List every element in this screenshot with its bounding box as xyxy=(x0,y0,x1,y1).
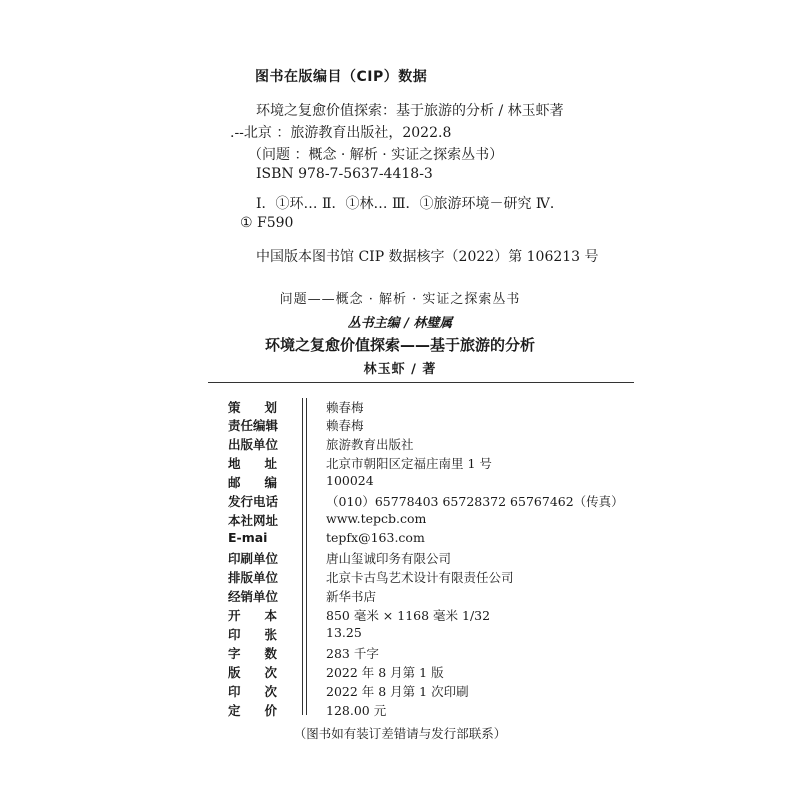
info-label: 定价 xyxy=(228,703,302,718)
info-value: 283 千字 xyxy=(326,646,379,661)
info-value: 128.00 元 xyxy=(326,703,387,718)
info-row-address xyxy=(228,454,648,472)
info-value: 850 毫米 × 1168 毫米 1/32 xyxy=(326,608,491,623)
info-label: 责任编辑 xyxy=(228,418,279,433)
info-row-printer xyxy=(228,549,648,567)
info-value: 100024 xyxy=(326,473,374,488)
info-row-edition xyxy=(228,663,648,681)
cip-line-title-author: 环境之复愈价值探索：基于旅游的分析 / 林玉虾著 xyxy=(256,103,564,119)
series-editor: 丛书主编 / 林璧属 xyxy=(347,316,453,331)
info-value: 北京市朝阳区定福庄南里 1 号 xyxy=(326,456,492,471)
info-value: 新华书店 xyxy=(326,589,377,604)
info-value: www.tepcb.com xyxy=(326,511,427,526)
info-label: 印次 xyxy=(228,684,302,699)
footer-note: （图书如有装订差错请与发行部联系） xyxy=(293,726,507,741)
cip-line-classification-code: ① F590 xyxy=(240,215,294,231)
info-row-printing xyxy=(228,682,648,700)
info-row-distributor xyxy=(228,587,648,605)
cip-line-publisher: .--北京 ：旅游教育出版社，2022.8 xyxy=(230,125,452,141)
cip-line-series: （问题 ：概念 · 解析 · 实证之探索丛书） xyxy=(248,147,504,163)
info-row-phone xyxy=(228,492,648,510)
info-label: E-mai xyxy=(228,530,268,545)
cip-line-classification: Ⅰ．①环… Ⅱ．①林… Ⅲ．①旅游环境－研究 Ⅳ． xyxy=(256,196,564,212)
series-name: 问题——概念 · 解析 · 实证之探索丛书 xyxy=(279,292,521,307)
info-label: 地址 xyxy=(228,456,302,471)
book-author: 林玉虾 / 著 xyxy=(363,362,437,377)
info-row-publisher xyxy=(228,435,648,453)
info-value: 赖春梅 xyxy=(326,418,364,433)
info-label: 排版单位 xyxy=(228,570,279,585)
info-label: 字数 xyxy=(228,646,302,661)
info-value: 北京卡古鸟艺术设计有限责任公司 xyxy=(326,570,514,585)
info-row-word-count xyxy=(228,644,648,662)
info-row-postcode xyxy=(228,473,648,491)
cip-line-verification-number: 中国版本图书馆 CIP 数据核字（2022）第 106213 号 xyxy=(256,249,599,265)
info-label: 发行电话 xyxy=(228,494,279,509)
info-row-sheets xyxy=(228,625,648,643)
cip-title: 图书在版编目（CIP）数据 xyxy=(255,69,428,85)
info-label: 邮编 xyxy=(228,475,302,490)
cip-line-isbn: ISBN 978-7-5637-4418-3 xyxy=(256,166,433,182)
info-value: 赖春梅 xyxy=(326,400,364,415)
info-label: 策划 xyxy=(228,400,302,415)
info-row-website xyxy=(228,511,648,529)
info-value: （010）65778403 65728372 65767462（传真） xyxy=(326,494,624,509)
book-title: 环境之复愈价值探索——基于旅游的分析 xyxy=(264,336,535,354)
info-label: 开本 xyxy=(228,608,302,623)
info-label: 经销单位 xyxy=(228,589,279,604)
info-row-editor xyxy=(228,416,648,434)
info-row-price xyxy=(228,701,648,719)
info-label: 印张 xyxy=(228,627,302,642)
info-label: 版次 xyxy=(228,665,302,680)
info-value: 13.25 xyxy=(326,625,362,640)
info-label: 出版单位 xyxy=(228,437,279,452)
info-value: tepfx@163.com xyxy=(326,530,425,545)
info-row-planner xyxy=(228,398,648,416)
horizontal-divider xyxy=(208,382,634,383)
info-value: 2022 年 8 月第 1 次印刷 xyxy=(326,684,469,699)
info-label: 本社网址 xyxy=(228,513,279,528)
info-row-typesetter xyxy=(228,568,648,586)
info-label: 印刷单位 xyxy=(228,551,279,566)
info-value: 唐山玺诚印务有限公司 xyxy=(326,551,452,566)
info-row-format xyxy=(228,606,648,624)
info-row-email xyxy=(228,530,648,548)
info-value: 旅游教育出版社 xyxy=(326,437,414,452)
info-value: 2022 年 8 月第 1 版 xyxy=(326,665,444,680)
